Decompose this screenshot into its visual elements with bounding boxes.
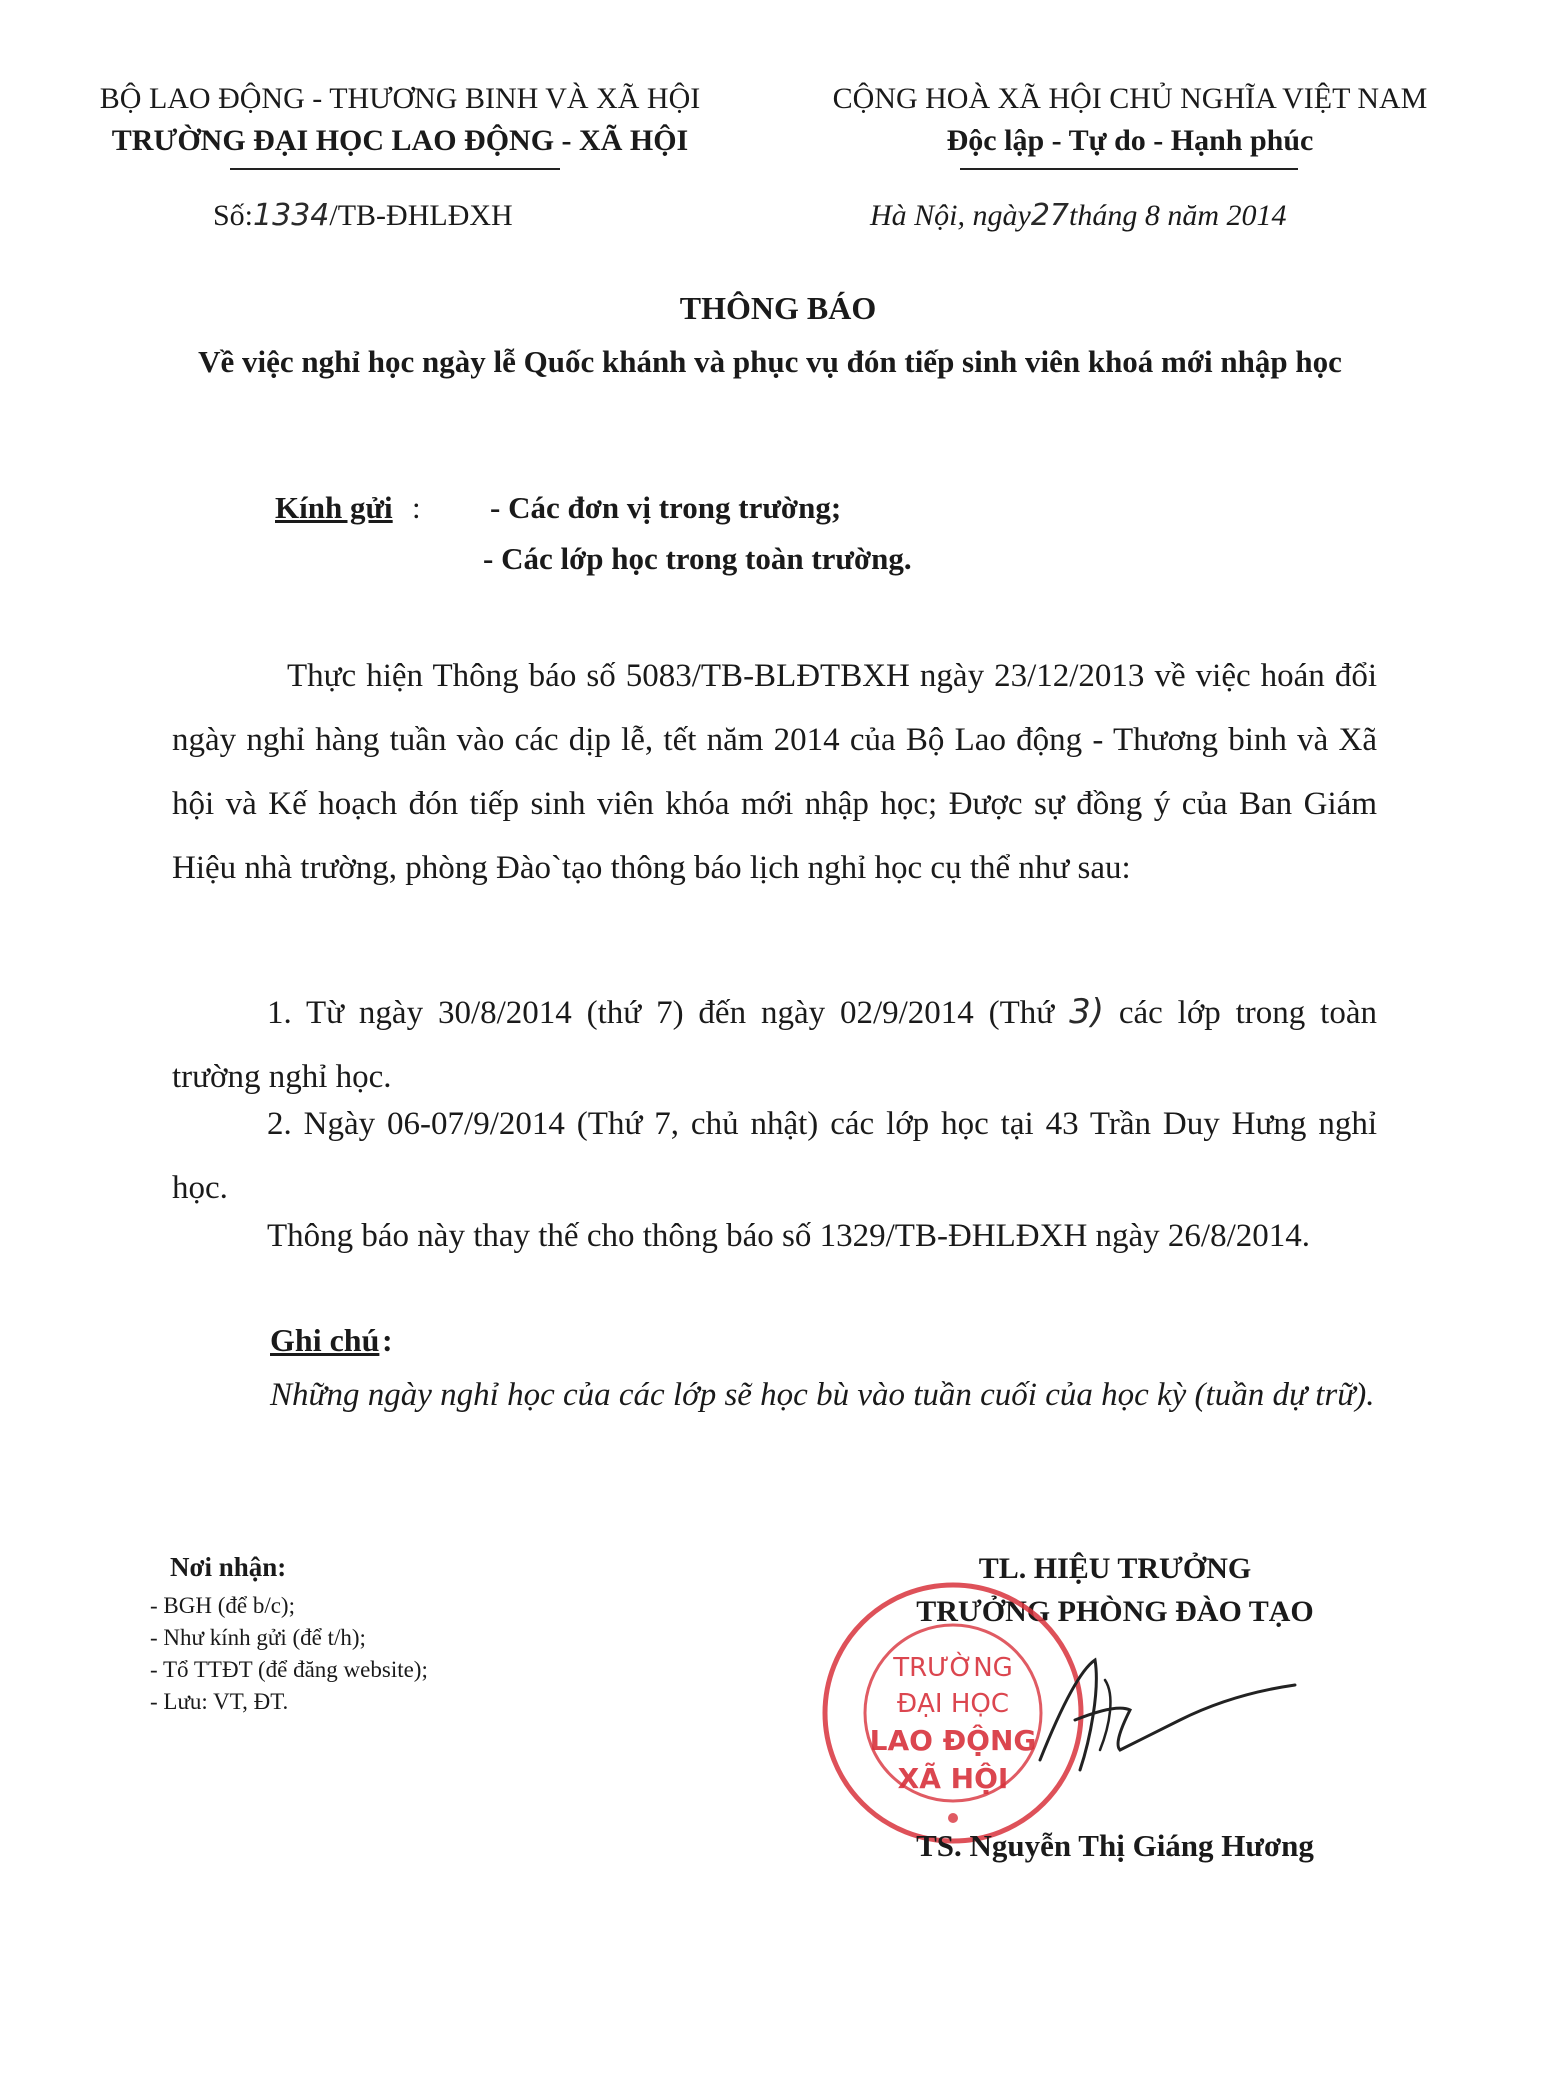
document-title: THÔNG BÁO [679, 290, 877, 326]
document-number-handwritten: 1334 [253, 198, 330, 233]
body-paragraph-1: Thực hiện Thông báo số 5083/TB-BLĐTBXH ngày 23/12/2013 về việc hoán đổi ngày nghỉ hàng tuần vào các dịp lễ, tết năm 2014 của Bộ Lao động - Thương binh và Xã hội và Kế hoạch đón tiếp sinh viên khóa mới nhập học; Được sự đồng ý của Ban Giám Hiệu nhà trường, phòng Đào`tạo thông báo lịch nghỉ học cụ thể như sau: [172, 658, 1377, 886]
signer-name: TS. Nguyễn Thị Giáng Hương [916, 1828, 1314, 1863]
recipients-label: Kính gửi [275, 490, 393, 525]
stamp-line-1: TRƯỜNG [893, 1653, 1013, 1683]
document-number-label: Số: [213, 199, 254, 232]
distribution-label: Nơi nhận: [170, 1552, 287, 1582]
stamp-line-3: LAO ĐỘNG [869, 1724, 1037, 1757]
distribution-list [150, 1590, 428, 1718]
date-rest: tháng 8 năm 2014 [1069, 199, 1287, 232]
distribution-item: - Tổ TTĐT (để đăng website); [150, 1657, 428, 1682]
stamp-line-2: ĐẠI HỌC [896, 1689, 1010, 1719]
date-day-handwritten: 27 [1030, 198, 1070, 233]
recipients-colon: : [412, 490, 421, 525]
distribution-item: - Như kính gửi (để t/h); [150, 1625, 366, 1650]
recipient-line-2: - Các lớp học trong toàn trường. [483, 541, 912, 576]
body-item-1 [172, 980, 1377, 1109]
document-date [870, 198, 1287, 233]
ministry-header [60, 78, 740, 162]
handwritten-signature [1020, 1650, 1300, 1790]
recipient-line-1: - Các đơn vị trong trường; [490, 490, 842, 525]
distribution-item: - Lưu: VT, ĐT. [150, 1689, 289, 1714]
document-number-suffix: /TB-ĐHLĐXH [329, 199, 513, 232]
item1-start: 1. Từ ngày 30/8/2014 (thứ 7) đến ngày 02/9/2014 (Thứ [267, 995, 1070, 1031]
signature-authority: TL. HIỆU TRƯỞNG [978, 1552, 1252, 1585]
country-name: CỘNG HOÀ XÃ HỘI CHỦ NGHĨA VIỆT NAM [832, 82, 1428, 115]
document-subtitle: Về việc nghỉ học ngày lễ Quốc khánh và phục vụ đón tiếp sinh viên khoá mới nhập học [198, 344, 1342, 379]
header-left-rule [230, 168, 560, 170]
date-prefix: Hà Nội, ngày [870, 199, 1031, 232]
national-header [770, 78, 1490, 162]
document-number [213, 198, 513, 233]
body-paragraph-3: Thông báo này thay thế cho thông báo số 1329/TB-ĐHLĐXH ngày 26/8/2014. [267, 1218, 1311, 1254]
note-text: Những ngày nghỉ học của các lớp sẽ học bù vào tuần cuối của học kỳ (tuần dự trữ). [270, 1377, 1375, 1413]
item1-end: các lớp trong toàn trường nghỉ học. [172, 995, 1377, 1095]
national-motto: Độc lập - Tự do - Hạnh phúc [946, 124, 1314, 157]
item1-handwritten-day: 3) [1069, 992, 1104, 1032]
note-colon: : [382, 1322, 393, 1358]
signature-title: TRƯỞNG PHÒNG ĐÀO TẠO [916, 1595, 1314, 1628]
stamp-line-4: XÃ HỘI [897, 1762, 1009, 1795]
distribution-item: - BGH (để b/c); [150, 1593, 295, 1618]
header-right-rule [960, 168, 1298, 170]
university-name: TRƯỜNG ĐẠI HỌC LAO ĐỘNG - XÃ HỘI [111, 124, 689, 157]
body-item-2: 2. Ngày 06-07/9/2014 (Thứ 7, chủ nhật) các lớp học tại 43 Trần Duy Hưng nghỉ học. [172, 1106, 1377, 1206]
ministry-name: BỘ LAO ĐỘNG - THƯƠNG BINH VÀ XÃ HỘI [99, 82, 701, 115]
note-label: Ghi chú [270, 1322, 380, 1358]
